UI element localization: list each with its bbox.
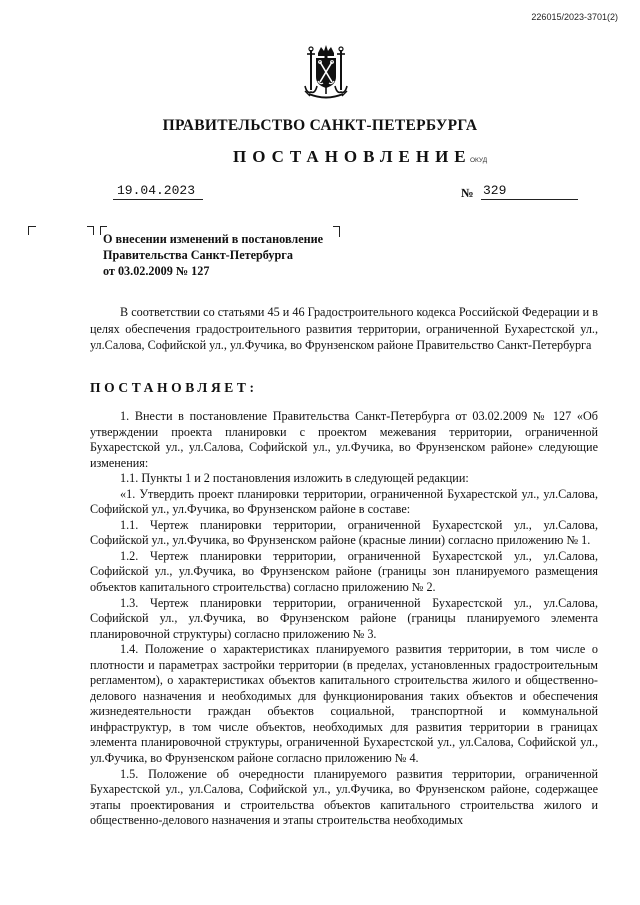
document-code: 226015/2023-3701(2) [531, 12, 618, 22]
body-paragraph: 1.4. Положение о характеристиках планируемого развития территории, в том числе о плотности и параметрах застройки территории (в пределах, установленных градостроительным регламентом), о характеристиках объектов капитального строительства жилого и общественно-делового назначения и необходимых для функционирования таких объектов и обеспечения жизнедеятельности граждан объектов социальной, транспортной и коммунальной инфраструктур, в том числе объектов, необходимых для развития территории в границах элемента планировочной структуры, ограниченной Бухарестской ул., ул.Салова, Софийской ул., ул.Фучика, во Фрунзенском районе согласно приложению № 4. [90, 642, 598, 766]
body-paragraph: 1. Внести в постановление Правительства Санкт-Петербурга от 03.02.2009 № 127 «Об утверждении проекта планировки с проектом межевания территории, ограниченной Бухарестской ул., ул.Салова, Софийской ул., ул.Фучика, во Фрунзенском районе» следующие изменения: [90, 409, 598, 470]
document-body [90, 409, 598, 829]
body-paragraph: «1. Утвердить проект планировки территории, ограниченной Бухарестской ул., ул.Салова, Софийской ул., ул.Фучика, во Фрунзенском районе в составе: [90, 486, 598, 517]
okud-label: ОКУД [470, 157, 488, 164]
body-paragraph: 1.1. Пункты 1 и 2 постановления изложить в следующей редакции: [120, 471, 469, 486]
preamble-text: В соответствии со статьями 45 и 46 Градостроительного кодекса Российской Федерации и в целях обеспечения градостроительного развития территории, ограниченной Бухарестской ул., ул.Салова, Софийской ул., ул.Фучика, во Фрунзенском районе Правительство Санкт-Петербурга [90, 305, 598, 353]
document-subject [103, 231, 353, 279]
subject-line: Правительства Санкт-Петербурга [103, 248, 293, 262]
body-paragraph: 1.3. Чертеж планировки территории, ограниченной Бухарестской ул., ул.Салова, Софийской ул., ул.Фучика, во Фрунзенском районе (границы планируемого элемента планировочной структуры) согласно приложению № 3. [90, 595, 598, 641]
document-date: 19.04.2023 [113, 183, 203, 200]
preamble [90, 304, 598, 354]
document-number: 329 [481, 183, 578, 200]
corner-mark [87, 226, 94, 235]
corner-mark [28, 226, 36, 235]
subject-line: О внесении изменений в постановление [103, 232, 324, 246]
body-paragraph: 1.1. Чертеж планировки территории, ограниченной Бухарестской ул., ул.Салова, Софийской ул., ул.Фучика, во Фрунзенском районе (красные линии) согласно приложению № 1. [90, 517, 598, 548]
subject-line: от 03.02.2009 № 127 [103, 264, 210, 278]
body-paragraph: 1.5. Положение об очередности планируемого развития территории, ограниченной Бухарестской ул., ул.Салова, Софийской ул., ул.Фучика, во Фрунзенском районе, содержащее этапы проектирования и строительства объектов капитального строительства жилого и общественно-делового назначения и этапы строительства необходимых [90, 766, 598, 828]
government-title: ПРАВИТЕЛЬСТВО САНКТ-ПЕТЕРБУРГА [162, 117, 478, 134]
resolves-heading: ПОСТАНОВЛЯЕТ: [90, 380, 258, 395]
number-sign: № [461, 186, 474, 200]
saint-petersburg-coat-of-arms-icon [301, 44, 351, 102]
document-type-heading: ПОСТАНОВЛЕНИЕ [233, 147, 472, 166]
body-paragraph: 1.2. Чертеж планировки территории, ограниченной Бухарестской ул., ул.Салова, Софийской ул., ул.Фучика, во Фрунзенском районе (границы зон планируемого размещения объектов капитального строительства) согласно приложению № 2. [90, 548, 598, 595]
